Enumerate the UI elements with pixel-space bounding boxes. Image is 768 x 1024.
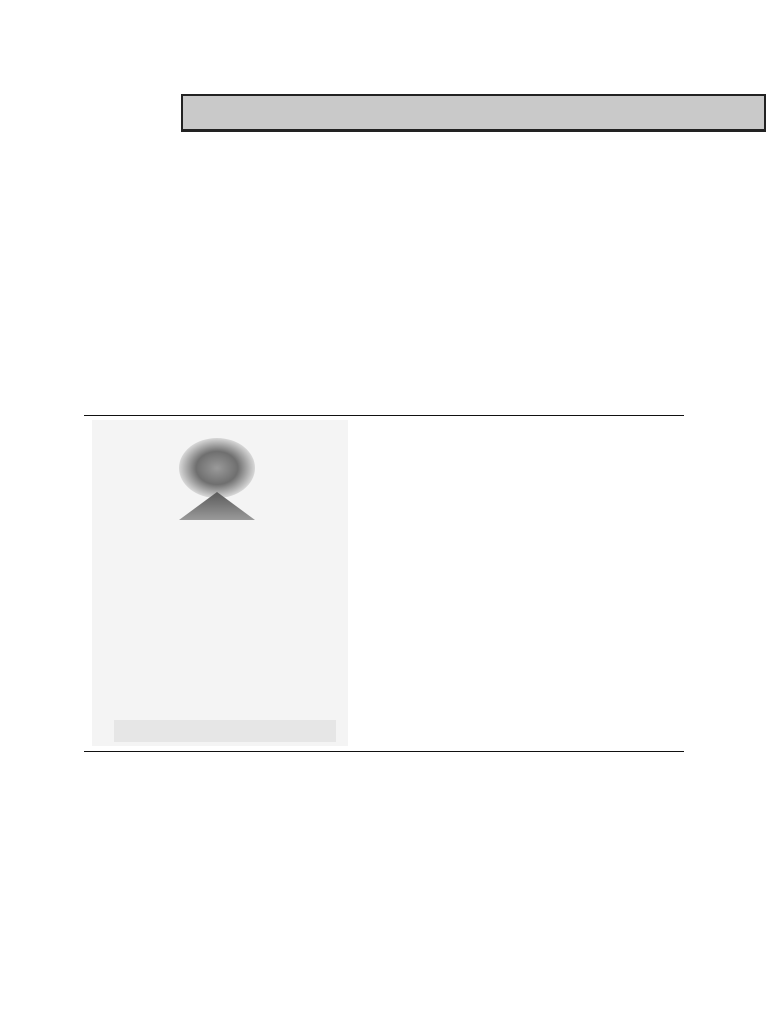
section-divider-top (84, 415, 684, 416)
title-box (181, 94, 766, 132)
section-divider-bottom (84, 751, 684, 752)
chain-of-being-pyramid (92, 420, 348, 746)
pyramid-base (114, 720, 336, 742)
god-sun (179, 438, 255, 498)
